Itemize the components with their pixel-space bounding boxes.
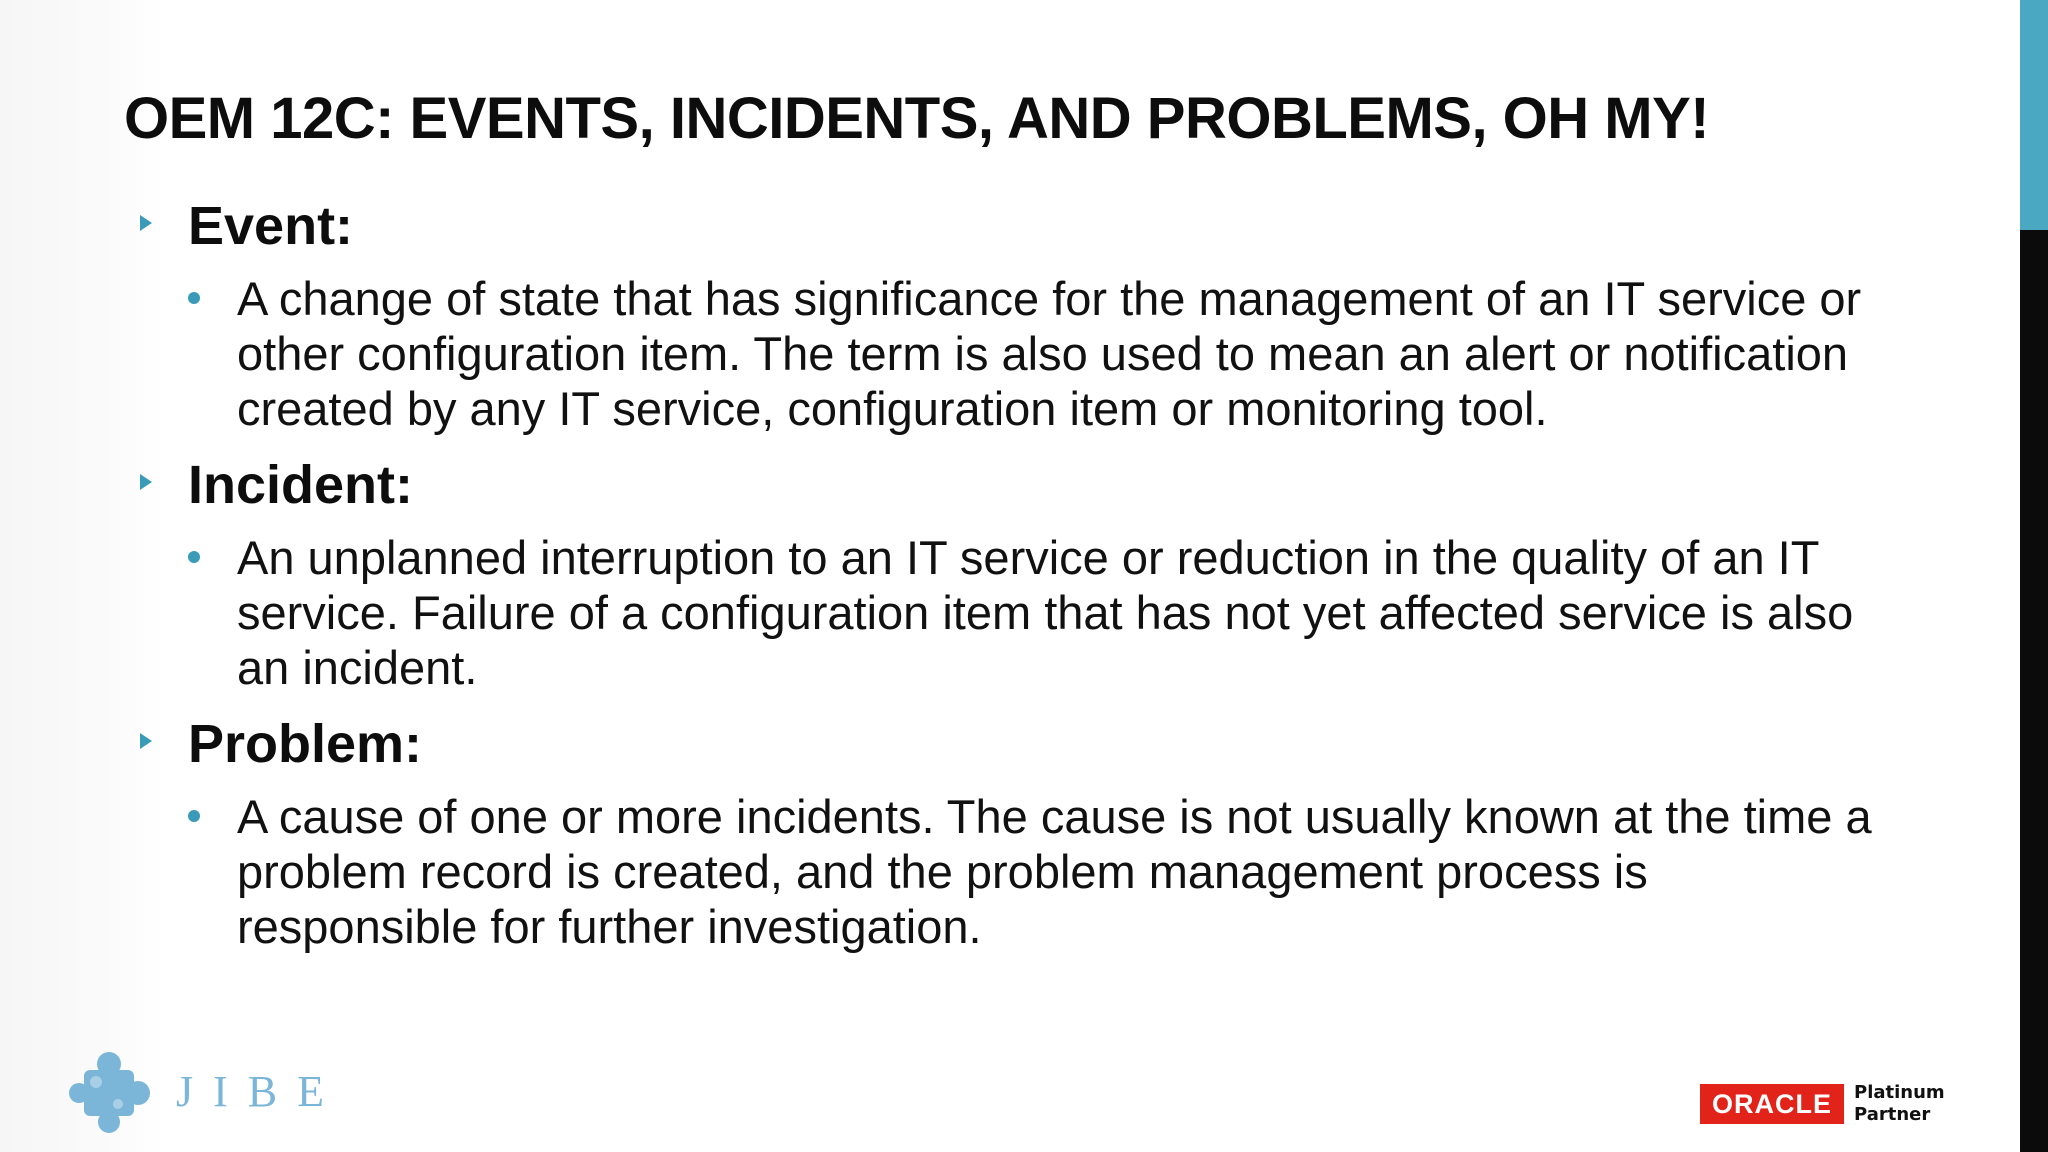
definition-text: A cause of one or more incidents. The cause is not usually known at the time a problem record is created, and the problem management process is responsible for further investigation. [237, 790, 1872, 953]
dot-bullet-icon [188, 551, 200, 563]
dot-bullet-icon [188, 810, 200, 822]
oracle-partner-logo [1700, 1082, 1945, 1126]
definition-text: A change of state that has significance for the management of an IT service or other configuration item. The term is also used to mean an alert or notification created by any IT service, configuration item or monitoring tool. [237, 272, 1862, 435]
definition-incident [140, 530, 1900, 695]
triangle-bullet-icon [140, 733, 152, 749]
partner-line-2: Partner [1854, 1104, 1931, 1125]
slide-title: OEM 12C: EVENTS, INCIDENTS, AND PROBLEMS, OH MY! [124, 86, 1710, 151]
jibe-wordmark: JIBE [176, 1066, 344, 1116]
term-event [140, 195, 1900, 257]
term-label: Problem: [188, 714, 423, 774]
partner-line-1: Platinum [1854, 1082, 1945, 1103]
term-label: Incident: [188, 455, 413, 515]
triangle-bullet-icon [140, 215, 152, 231]
term-label: Event: [188, 196, 354, 256]
right-accent-bar [2020, 0, 2048, 230]
dot-bullet-icon [188, 292, 200, 304]
puzzle-piece-icon [66, 1046, 156, 1136]
triangle-bullet-icon [140, 474, 152, 490]
slide-content [140, 195, 1900, 972]
term-incident [140, 454, 1900, 516]
term-problem [140, 713, 1900, 775]
partner-label [1854, 1082, 1945, 1126]
definition-event [140, 271, 1900, 436]
oracle-wordmark: ORACLE [1700, 1084, 1844, 1124]
definition-text: An unplanned interruption to an IT service or reduction in the quality of an IT service. Failure of a configuration item that has not yet affected service is also an incident. [237, 531, 1854, 694]
definition-problem [140, 789, 1900, 954]
jibe-logo [66, 1046, 344, 1136]
